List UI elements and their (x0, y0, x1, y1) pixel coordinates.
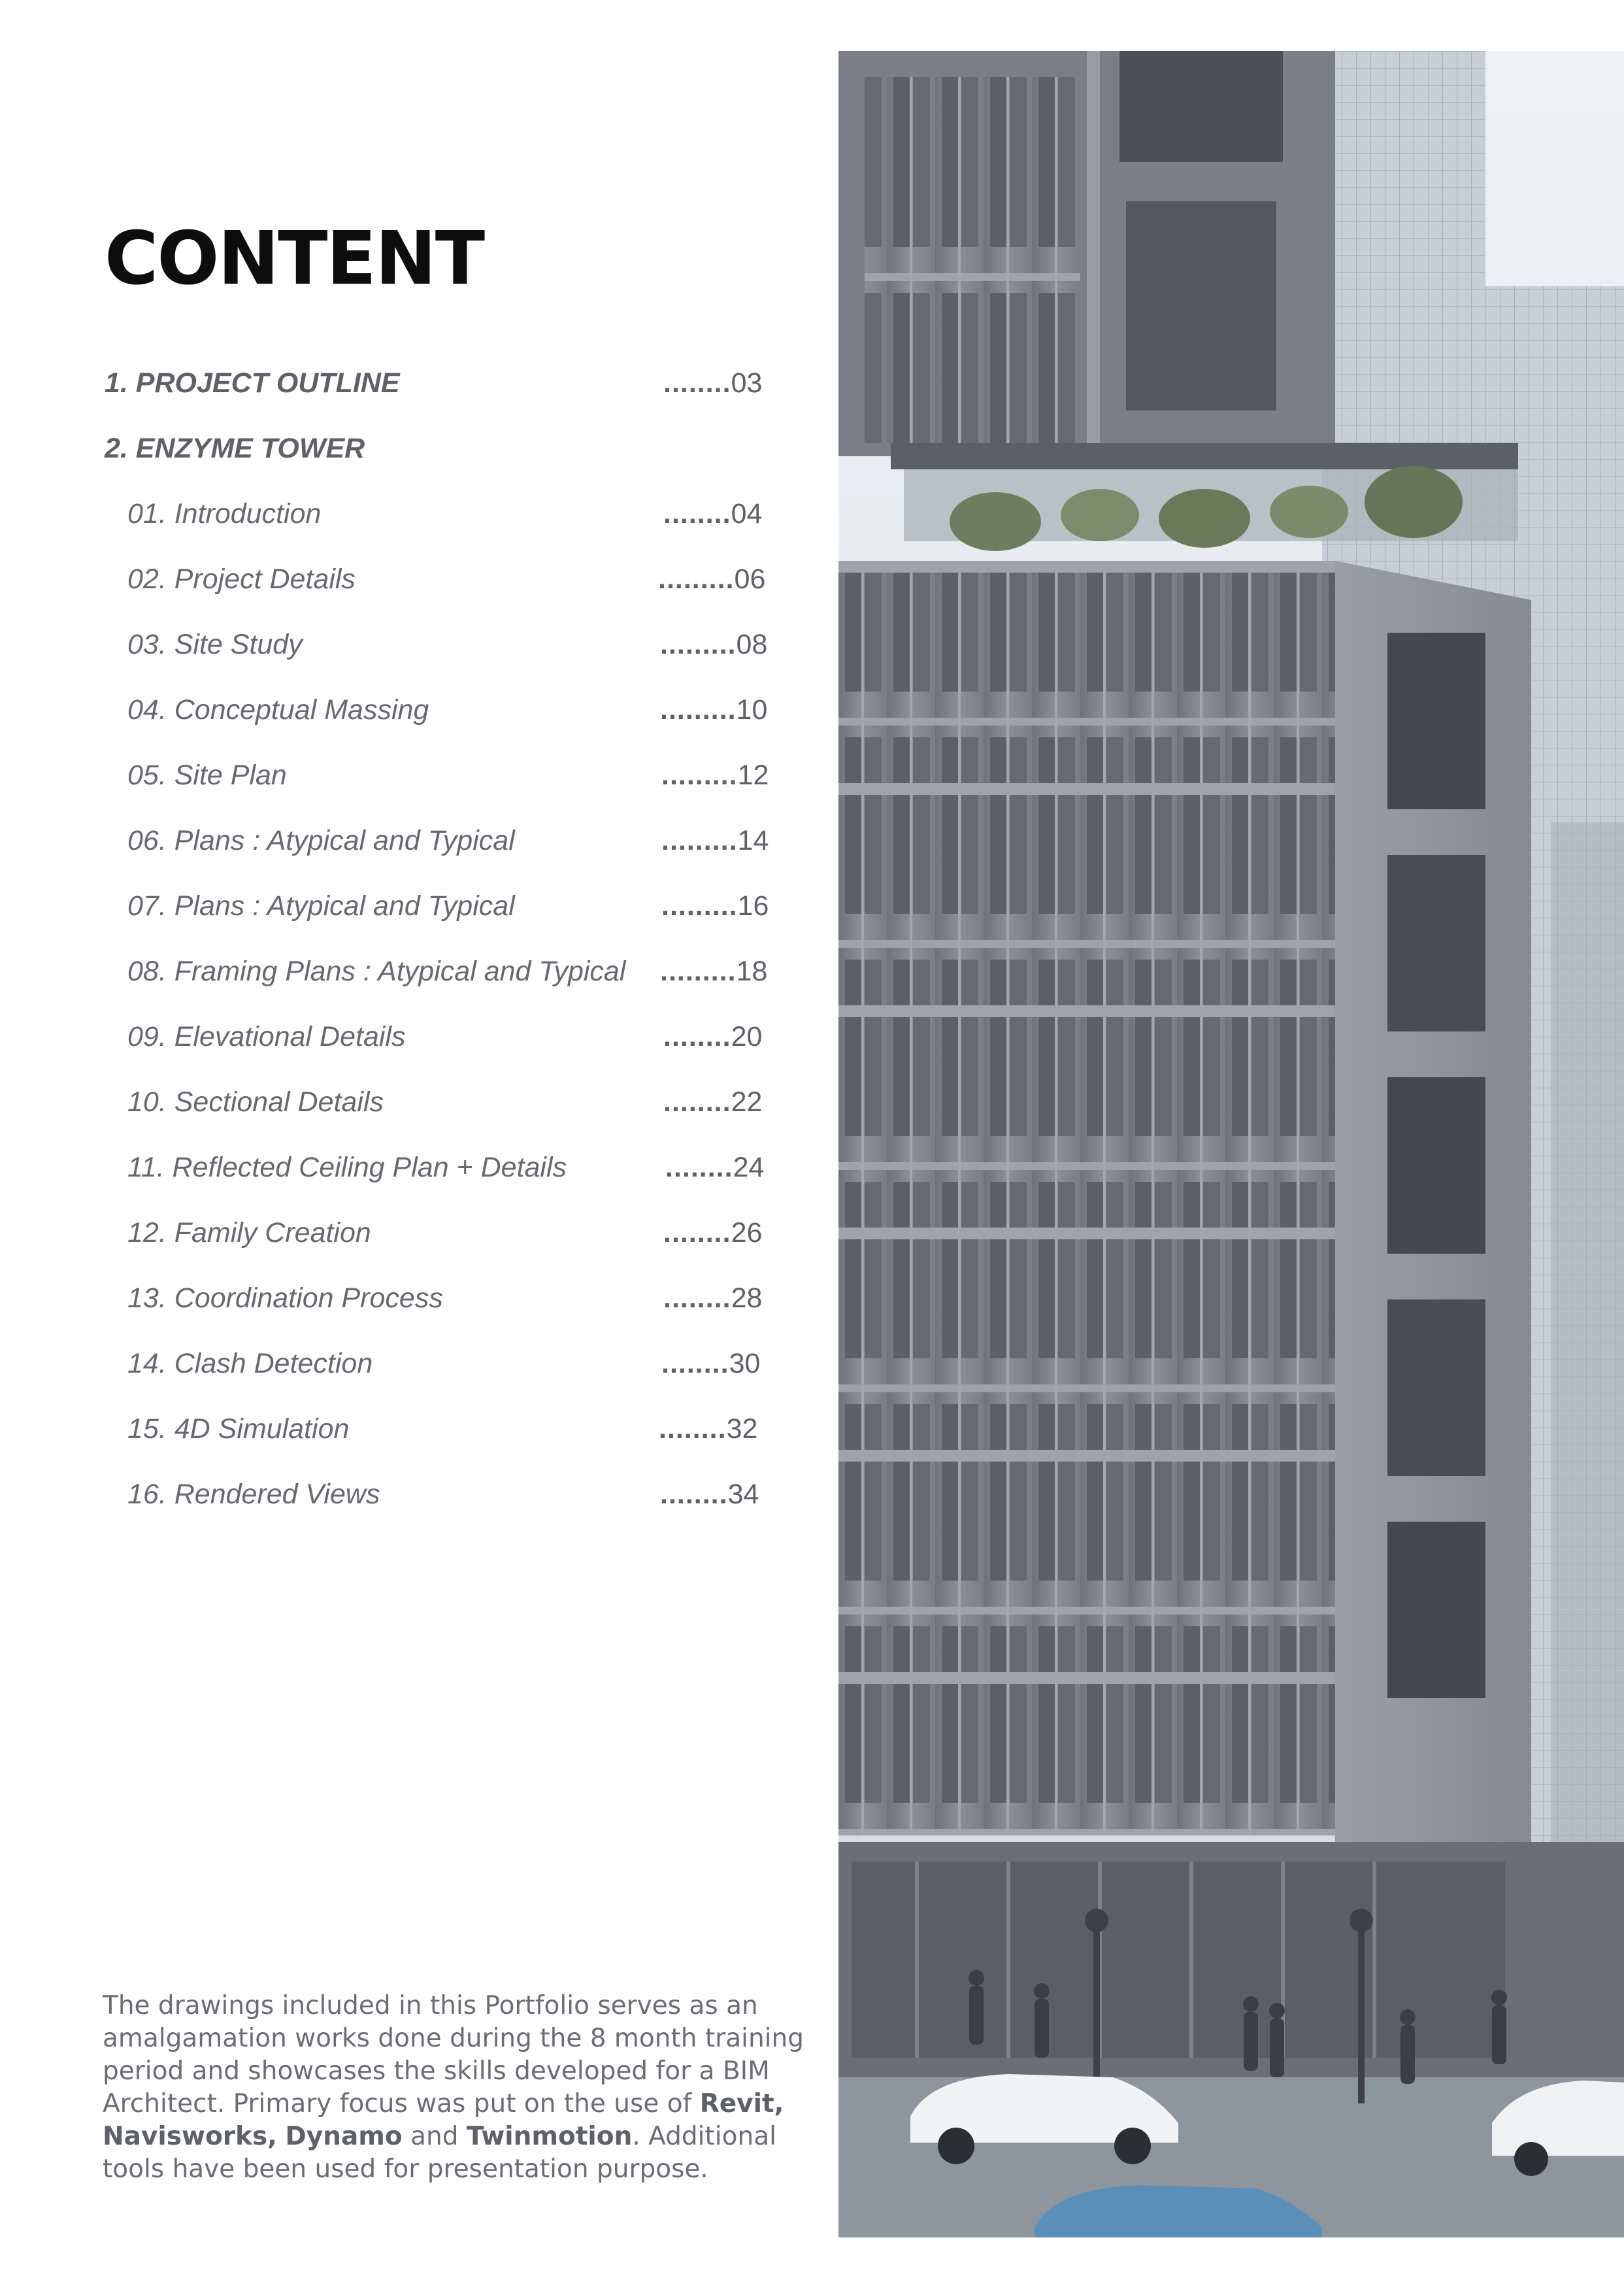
toc-page-number: ........ 22 (663, 1086, 763, 1118)
toc-label: 11. Reflected Ceiling Plan + Details (127, 1151, 567, 1183)
table-of-contents (0, 0, 817, 1569)
toc-section-enzyme-tower[interactable] (105, 429, 365, 468)
toc-page-number: ......... 08 (660, 628, 768, 660)
toc-item[interactable] (127, 1409, 349, 1448)
toc-page-number: ........ 34 (660, 1478, 759, 1510)
toc-label: 08. Framing Plans : Atypical and Typical (127, 955, 626, 987)
toc-section-project-outline[interactable] (105, 363, 400, 403)
tool-name: Dynamo (285, 2122, 403, 2151)
toc-item[interactable] (127, 625, 303, 664)
toc-page-number: ......... 10 (660, 694, 768, 726)
toc-label: 1. PROJECT OUTLINE (105, 367, 400, 399)
toc-item[interactable] (127, 1475, 380, 1514)
toc-item[interactable] (127, 494, 321, 533)
toc-label: 2. ENZYME TOWER (105, 432, 365, 464)
toc-label: 10. Sectional Details (127, 1086, 384, 1118)
toc-label: 09. Elevational Details (127, 1020, 406, 1052)
toc-item[interactable] (127, 1017, 405, 1056)
tool-name: Navisworks, (103, 2122, 277, 2151)
toc-label: 03. Site Study (127, 628, 303, 660)
toc-page-number: ......... 18 (660, 955, 768, 987)
toc-page-number: ........ 30 (661, 1347, 761, 1379)
toc-item[interactable] (127, 886, 515, 926)
toc-page-number: ........ 03 (663, 367, 763, 399)
toc-item[interactable] (127, 690, 429, 729)
toc-label: 01. Introduction (127, 497, 322, 529)
toc-label: 13. Coordination Process (127, 1282, 443, 1314)
toc-label: 15. 4D Simulation (127, 1413, 350, 1445)
toc-page-number: ........ 20 (663, 1020, 763, 1052)
toc-page-number: ......... 14 (661, 824, 769, 856)
toc-item[interactable] (127, 1082, 384, 1122)
toc-page-number: ......... 12 (661, 759, 769, 791)
toc-page-number: ........ 28 (663, 1282, 763, 1314)
toc-label: 04. Conceptual Massing (127, 694, 429, 726)
toc-page-number: ........ 32 (659, 1413, 758, 1445)
toc-page-number: ........ 24 (665, 1151, 765, 1183)
toc-label: 16. Rendered Views (127, 1478, 380, 1510)
toc-label: 02. Project Details (127, 563, 356, 595)
toc-page-number: ........ 04 (663, 497, 763, 529)
toc-label: 07. Plans : Atypical and Typical (127, 890, 515, 922)
toc-label: 12. Family Creation (127, 1216, 371, 1248)
toc-page-number: ......... 06 (658, 563, 766, 595)
toc-item[interactable] (127, 1148, 567, 1187)
toc-page-number: ......... 16 (661, 890, 769, 922)
building-render-image (838, 51, 1624, 2237)
toc-page-number: ........ 26 (663, 1216, 763, 1248)
toc-item[interactable] (127, 756, 287, 795)
toc-item[interactable] (127, 1279, 443, 1318)
toc-item[interactable] (127, 1344, 373, 1383)
toc-item[interactable] (127, 821, 515, 860)
intro-paragraph: The drawings included in this Portfolio serves as an amalgamation works done during the 8 month training period and showcases the skills developed for a BIM Architect. Primary focus was put on the use of Revit, Navisworks, Dynamo and Twinmotion. Additional tools have been used for presentation purpose. (103, 1991, 804, 2184)
page-title: CONTENT (105, 216, 484, 301)
toc-label: 14. Clash Detection (127, 1347, 373, 1379)
toc-item[interactable] (127, 1213, 371, 1252)
tool-name: Twinmotion (466, 2122, 633, 2151)
tool-name: Revit, (699, 2089, 784, 2118)
toc-item[interactable] (127, 952, 625, 991)
toc-label: 05. Site Plan (127, 759, 287, 791)
toc-label: 06. Plans : Atypical and Typical (127, 824, 515, 856)
toc-item[interactable] (127, 560, 356, 599)
